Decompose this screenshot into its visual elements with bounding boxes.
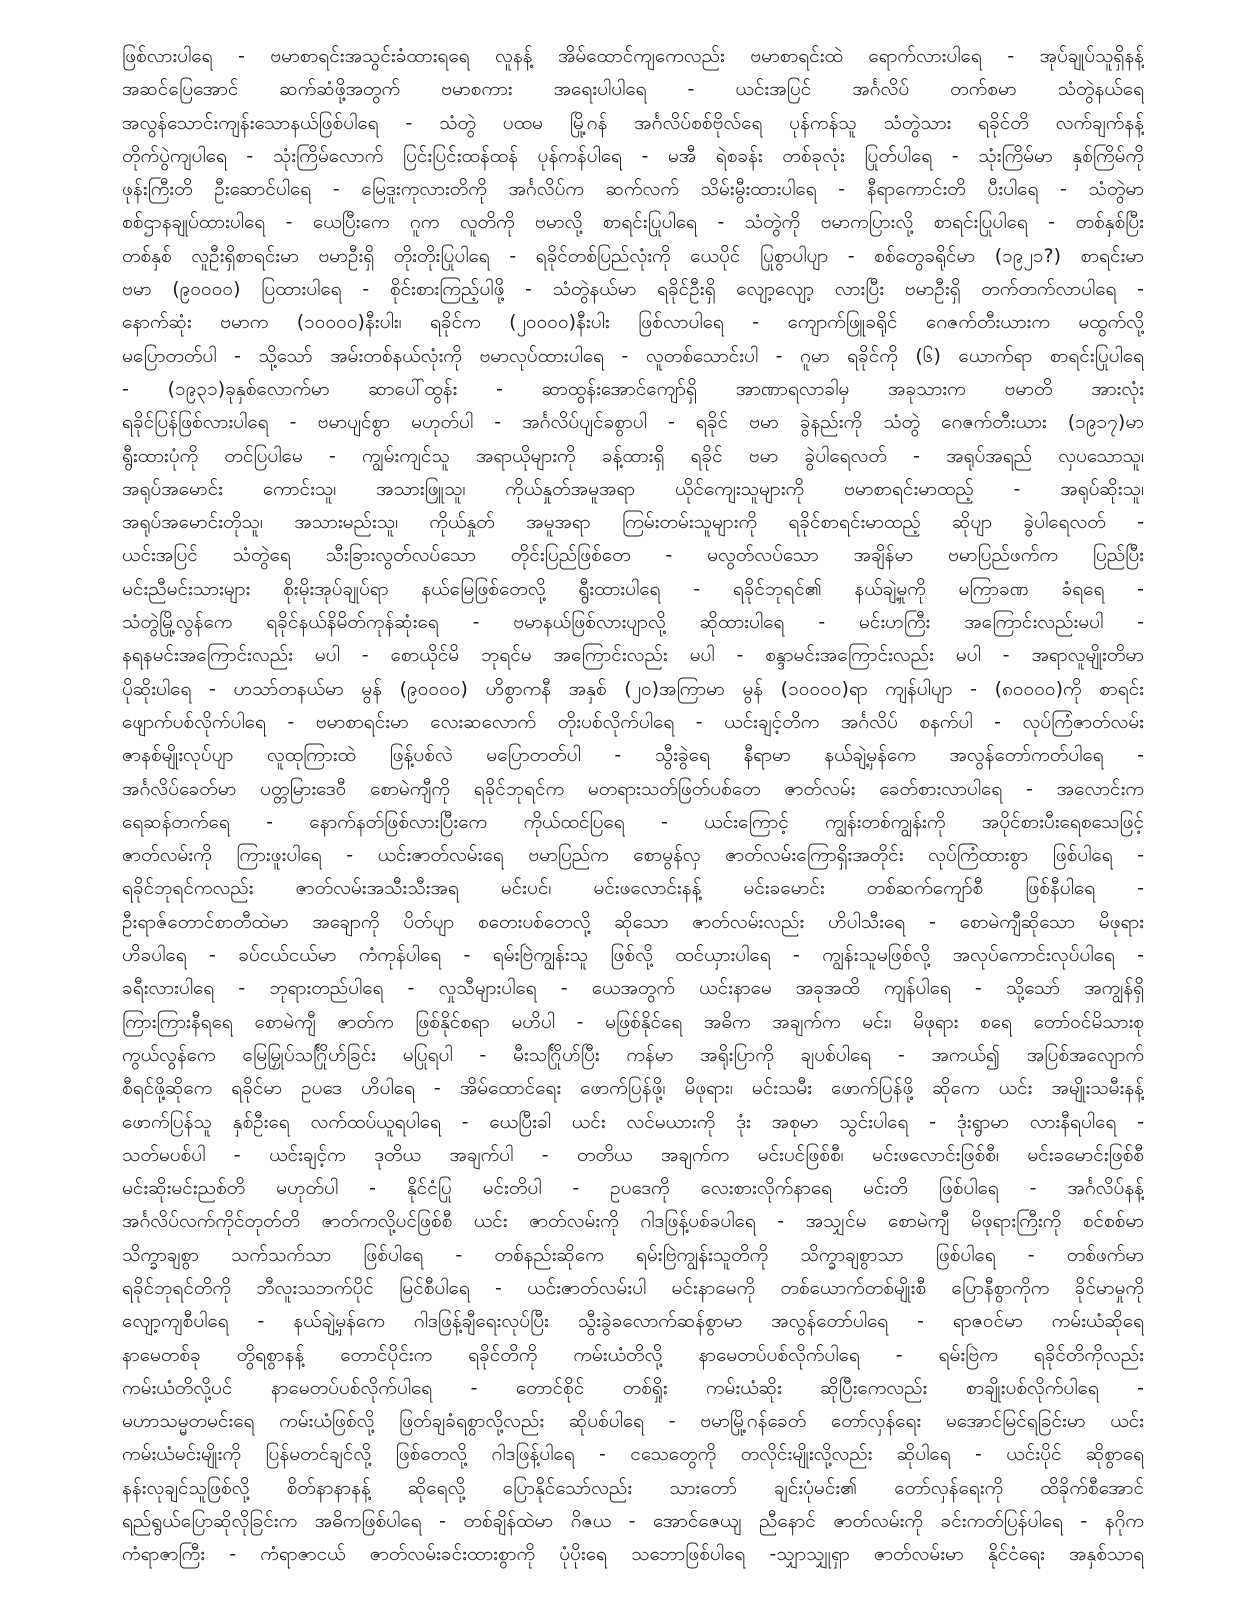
text-line: အဆင်ပြေအောင် ဆက်ဆံဖို့အတွက် ဗမာစကား အရေးပါပါရေ - ယင်းအပြင် အင်္ဂလိပ် တက်စမာ သံတွဲနယ်ရေ	[122, 78, 1144, 101]
text-line: လျော့ကျစီပါရေ - နယ်ချဲ့မှန်ကေ ဂါဒဖြန့်ချီရေးလုပ်ပြီး သွီးခွဲခလောက်ဆန်စွာမာ အလွန်တော်ပါရေ - ရာဇဝင်မာ ကမ်းယံဆိုရေ	[122, 1310, 1144, 1333]
text-line: နန်းလုချင်သူဖြစ်လို့ စိတ်နာနာနန့် ဆိုရေလို့ ပြောနိုင်သော်လည်း သားတော် ချင်းပုံမင်း၏ တော်လှန်ရေးကို ထိခိုက်စီအောင်	[122, 1476, 1144, 1499]
text-line: ရခိုင်ဘုရင်တိကို ဘီလူးသဘက်ပိုင် မြင်စီပါရေ - ယင်းဇာတ်လမ်းပါ မင်းနာမေကို တစ်ယောက်တစ်မျိုးစီ ပြောနီစွာကိုက ခိုင်မာမှုကို	[122, 1276, 1144, 1299]
text-line: ကံရာဇာကြီး - ကံရာဇာငယ် ဇာတ်လမ်းခင်းထားစွာကို ပုံပိုးရေ သဘောဖြစ်ပါရေ -သျှာသျှုရှာ ဇာတ်လမ်းမာ နိုင်ငံရေး အနှစ်သာရ	[122, 1543, 1144, 1566]
text-line: ဖုန်းကြီးတိ ဦးဆောင်ပါရေ - မြေဒူးကုလားတိကို အင်္ဂလိပ်က ဆက်လက် သိမ်းမွီးထားပါရေ - နီရာကောင်းတိ ပီးပါရေ - သံတွဲမာ	[122, 178, 1144, 201]
text-line: နောက်ဆုံး ဗမာက (၁၀၀၀၀)နီးပါး၊ ရခိုင်က (၂၀၀၀၀)နီးပါး ဖြစ်လာပါရေ - ကျောက်ဖြူခရိုင် ဂေဇက်တီးယားက မထွက်လို့	[122, 311, 1144, 334]
text-line: နရနမင်းအကြောင်းလည်း မပါ - စောယိုင်မိ ဘုရင်မ အကြောင်းလည်း မပါ - စန္ဒာမင်းအကြောင်းလည်း မပါ - အရာလူမျိုးတိမာ	[122, 644, 1144, 667]
text-line: သတ်မပစ်ပါ - ယင်းချင့်က ဒုတိယ အချက်ပါ - တတိယ အချက်က မင်းပင်ဖြစ်စီ၊ မင်းဖလောင်းဖြစ်စီ၊ မင်းခမောင်းဖြစ်စီ	[122, 1143, 1144, 1166]
text-line: အင်္ဂလိပ်ခေတ်မာ ပတ္တမြားဒေဝီ စောမဲကျီကို ရခိုင်ဘုရင်က မတရားသတ်ဖြတ်ပစ်တေ ဇာတ်လမ်း ခေတ်စားလာပါရေ - အလောင်းက	[122, 777, 1144, 800]
text-line: ဖြစ်လားပါရေ - ဗမာစာရင်းအသွင်းခံထားရရေ လူနန့် အိမ်ထောင်ကျကေလည်း ဗမာစာရင်းထဲ ရောက်လားပါရေ - အုပ်ချုပ်သူရှိနန့်	[122, 45, 1144, 67]
text-line: မပြောတတ်ပါ - သို့သော် အမ်းတစ်နယ်လုံးကို ဗမာလုပ်ထားပါရေ - လူတစ်သောင်းပါ - ဂူမာ ရခိုင်ကို (၆) ယောက်ရာ စာရင်းပြုပါရေ	[122, 344, 1144, 367]
text-line: တိုက်ပွဲကျပါရေ - သုံးကြိမ်လောက် ပြင်းပြင်းထန်ထန် ပုန်ကန်ပါရေ - မအီ ရဲစခန်း တစ်ခုလုံး ပြုတ်ပါရေ - သုံးကြိမ်မာ နှစ်ကြိမ်ကို	[122, 144, 1144, 167]
text-line: ရခိုင်ပြန်ဖြစ်လားပါရေ - ဗမာပျင်စွာ မဟုတ်ပါ - အင်္ဂလိပ်ပျင်ခစွာပါ - ရခိုင် ဗမာ ခွဲနည်းကို သံတွဲ ဂေဇက်တီးယား (၁၉၁၇)မာ	[122, 411, 1144, 434]
text-line: ကြားကြားနီရရေ စောမဲကျီ ဇာတ်က ဖြစ်နိုင်စရာ မဟိပါ - မဖြစ်နိုင်ရေ အဓိက အချက်က မင်း၊ မိဖုရား စရေ တော်ဝင်မိသားစု	[122, 1010, 1144, 1033]
body-text	[122, 40, 1144, 1572]
text-line: ဖျောက်ပစ်လိုက်ပါရေ - ဗမာစာရင်းမာ လေးဆလောက် တိုးပစ်လိုက်ပါရေ - ယင်းချင့်တိက အင်္ဂလိပ် စနက်ပါ - လုပ်ကြံဇာတ်လမ်း	[122, 710, 1144, 733]
text-line: သိက္ခာချစွာ သက်သက်သာ ဖြစ်ပါရေ - တစ်နည်းဆိုကေ ရမ်းဗြဲကျွန်းသူတိကို သိက္ခာချစွာသာ ဖြစ်ပါရေ - တစ်ဖက်မာ	[122, 1243, 1144, 1266]
text-line: ခရီးလားပါရေ - ဘုရားတည်ပါရေ - လှုသီများပါရေ - ယေအတွက် ယင်းနာမေ အခုအထိ ကျန်ပါရေ - သို့သော် အကျွန်ရှိ	[122, 977, 1144, 1000]
text-line: ကမ်းယံမင်းမျိုးကို ပြန်မတင်ချင်လို့ ဖြစ်တေလို့ ဂါဒဖြန့်ပါရေ - ငသေတွေကို တလိုင်းမျိုးလို့လည်း ဆိုပါရေ - ယင်းပိုင် ဆိုစွာရေ	[122, 1443, 1144, 1466]
text-line: အရုပ်အမောင်းတိုသူ၊ အသားမည်းသူ၊ ကိုယ်နှုတ် အမူအရာ ကြမ်းတမ်းသူများကို ရခိုင်စာရင်းမာထည့် ဆိုပျာ ခွဲပါရေလတ် -	[122, 511, 1144, 534]
text-line: - (၁၉၃၁)ခုနှစ်လောက်မာ ဆာပေါ်ထွန်း - ဆာထွန်းအောင်ကျော်ရှိ အာဏာရလာခါမှ အခုသားက ဗမာတိ အားလုံး	[122, 377, 1144, 400]
text-line: ဇာနစ်မျိုးလုပ်ပျာ လူထုကြားထဲ ဖြန့်ပစ်လဲ မပြောတတ်ပါ - သွီးခွဲရေ နီရာမာ နယ်ချဲ့မှန်ကေ အလွန်တော်ကတ်ပါရေ -	[122, 744, 1144, 767]
text-line: မင်းဆိုးမင်းညစ်တိ မဟုတ်ပါ - နိုင်ငံပြု မင်းတိပါ - ဥပဒေကို လေးစားလိုက်နာရေ မင်းတိ ဖြစ်ပါရေ - အင်္ဂလိပ်နန့်	[122, 1177, 1144, 1200]
text-line: နာမေတစ်ခု တွိရစွာနန့် တောင်ပိုင်းက ရခိုင်တိကို ကမ်းယံတိလို့ နာမေတပ်ပစ်လိုက်ပါရေ - ရမ်းဗြဲက ရခိုင်တိကိုလည်း	[122, 1343, 1144, 1366]
text-line: ဦးရာဇ်တောင်စာတီထဲမာ အချောကို ပိတ်ပျာ စတေးပစ်တေလို့ ဆိုသော ဇာတ်လမ်းလည်း ဟိပါသီးရေ - စောမဲကျီဆိုသော မိဖုရား	[122, 910, 1144, 933]
text-line: မင်းညီမင်းသားများ စိုးမိုးအုပ်ချုပ်ရာ နယ်မြေဖြစ်တေလို့ ရွီးထားပါရေ - ရခိုင်ဘုရင်၏ နယ်ချဲ့မှုကို မကြာခဏ ခံရရေ -	[122, 577, 1144, 600]
text-line: အရုပ်အမောင်း ကောင်းသူ၊ အသားဖြူသူ၊ ကိုယ်နှုတ်အမူအရာ ယိုင်ကျေးသူများကို ဗမာစာရင်းမာထည့် - အရုပ်ဆိုးသူ၊	[122, 477, 1144, 500]
text-line: မဟာသမ္မတမင်းရေ ကမ်းယံဖြစ်လို့ ဖြတ်ချခံရစွာလို့လည်း ဆိုပစ်ပါရေ - ဗမာမြို့ဂန်ခေတ် တော်လှန်ရေး မအောင်မြင်ရခြင်းမာ ယင်း	[122, 1410, 1144, 1433]
text-line: ဗမာ (၉၀၀၀၀) ပြထားပါရေ - စိုင်းစားကြည့်ပါဖို့ - သံတွဲနယ်မာ ရခိုင်ဦးရှိ လျော့လျော့ လားပြီး ဗမာဦးရှိ တက်တက်လာပါရေ -	[122, 278, 1144, 301]
text-line: စီရင်ဖို့ဆိုကေ ရခိုင်မာ ဥပဒေ ဟိပါရေ - အိမ်ထောင်ရေး ဖောက်ပြန်ဖို့၊ မိဖုရား၊ မင်းသမီး ဖောက်ပြန်ဖို့ ဆိုကေ ယင်း အမျိုးသမီးနန့်	[122, 1077, 1144, 1100]
text-line: ရေဆန်တက်ရေ - နောက်နတ်ဖြစ်လားပြီးကေ ကိုယ်ထင်ပြရေ - ယင်းကြောင့် ကျွန်းတစ်ကျွန်းကို အပိုင်စားပီးရေစသေဖြင့်	[122, 810, 1144, 833]
text-line: တစ်နှစ် လူဦးရှိစာရင်းမာ ဗမာဦးရှိ တိုးတိုးပြုပါရေ - ရခိုင်တစ်ပြည်လုံးကို ယေပိုင် ပြုစွာပါပျာ - စစ်တွေခရိုင်မာ (၁၉၂၁?) စာရင်းမာ	[122, 244, 1144, 267]
text-line: ကမ်းယံတိလို့ပင် နာမေတပ်ပစ်လိုက်ပါရေ - တောင်စိုင် တစ်ရှိုး ကမ်းယံဆိုး ဆိုပြီးကေလည်း စာချိုးပစ်လိုက်ပါရေ -	[122, 1376, 1144, 1399]
text-line: စစ်ဌာနချုပ်ထားပါရေ - ယေပြီးကေ ဂူက လူတိကို ဗမာလို့ စာရင်းပြုပါရေ - သံတွဲကို ဗမာကပြားလို့ စာရင်းပြုပါရေ - တစ်နှစ်ပြီး	[122, 211, 1144, 234]
text-line: အလွန်သောင်းကျန်းသောနယ်ဖြစ်ပါရေ - သံတွဲ ပထမ မြို့ဂန် အင်္ဂလိပ်စစ်ဗိုလ်ရေ ပုန်ကန်သူ သံတွဲသား ရခိုင်တိ လက်ချက်နန့်	[122, 111, 1144, 134]
text-line: အင်္ဂလိပ်လက်ကိုင်တုတ်တိ ဇာတ်ကလို့ပင်ဖြစ်စီ ယင်း ဇာတ်လမ်းကို ဂါဒဖြန့်ပစ်ခပါရေ - အသျှင်မ စောမဲကျီ မိဖုရားကြီးကို စင်စစ်မာ	[122, 1210, 1144, 1233]
text-line: ရခိုင်ဘုရင်ကလည်း ဇာတ်လမ်းအသီးသီးအရ မင်းပင်၊ မင်းဖလောင်းနန့် မင်းခမောင်း တစ်ဆက်ကျော်စီ ဖြစ်နီပါရေ -	[122, 877, 1144, 900]
text-line: ရွီးထားပုံကို တင်ပြပါမေ - ကျွမ်းကျင်သူ အရာယိုများကို ခန့်ထားရှိ ရခိုင် ဗမာ ခွဲပါရေလတ် - အရုပ်အရည် လှပသောသူ၊	[122, 444, 1144, 467]
text-line: ဇာတ်လမ်းကို ကြားဖူးပါရေ - ယင်းဇာတ်လမ်းရေ ဗမာပြည်က စောမွန်လှ ဇာတ်လမ်းကြောရှိးအတိုင်း လုပ်ကြံထားစွာ ဖြစ်ပါရေ -	[122, 844, 1144, 867]
text-line: ရည်ရွယ်ပြောဆိုလိုခြင်းက အဓိကဖြစ်ပါရေ - တစ်ချိန်ထဲမာ ဂိဇယ - အောင်ဇေယျ ညီနောင် ဇာတ်လမ်းကို ခင်းကတ်ပြန်ပါရေ - နဂိုက	[122, 1510, 1144, 1533]
text-line: ကွယ်လွန်ကေ မြေမြှုပ်သင်္ဂြိုဟ်ခြင်း မပြုရပါ - မီးသင်္ဂြိုဟ်ပြီး ကန်မာ အရိုးပြာကို ချပစ်ပါရေ - အကယ်၍ အပြစ်အလျောက်	[122, 1043, 1144, 1066]
text-line: သံတွဲမြို့လွန်ကေ ရခိုင်နယ်နိမိတ်ကုန်ဆုံးရေ - ဗမာနယ်ဖြစ်လားပျာလို့ ဆိုထားပါရေ - မင်းဟကြီး အကြောင်းလည်းမပါ -	[122, 611, 1144, 634]
text-line: ဖောက်ပြန်သူ နှစ်ဦးရေ လက်ထပ်ယူရပါရေ - ယေပြီးခါ ယင်း လင်မယားကို ဒုံး အစုမာ သွင်းပါရေ - ဒုံးရွာမာ လားနီရပါရေ -	[122, 1110, 1144, 1133]
text-line: ပိုဆိုးပါရေ - ဟသာ်တနယ်မာ မွန် (၉၀၀၀၀) ဟိစွာကနီ အနှစ် (၂၀)အကြာမာ မွန် (၁၀၀၀၀)ရာ ကျန်ပါပျာ - (၈၀၀၀၀)ကို စာရင်း	[122, 677, 1144, 700]
text-line: ဟိခပါရေ - ခပ်ငယ်ငယ်မာ ကံကုန်ပါရေ - ရမ်းဗြဲကျွန်းသူ ဖြစ်လို့ ထင်ယှားပါရေ - ကျွန်းသူမဖြစ်လို့ အလုပ်ကောင်းလုပ်ပါရေ -	[122, 944, 1144, 967]
text-line: ယင်းအပြင် သံတွဲရေ သီးခြားလွတ်လပ်သော တိုင်းပြည်ဖြစ်တေ - မလွတ်လပ်သော အချိန်မာ ဗမာပြည်ဖက်က ပြည်ပြီး	[122, 544, 1144, 567]
